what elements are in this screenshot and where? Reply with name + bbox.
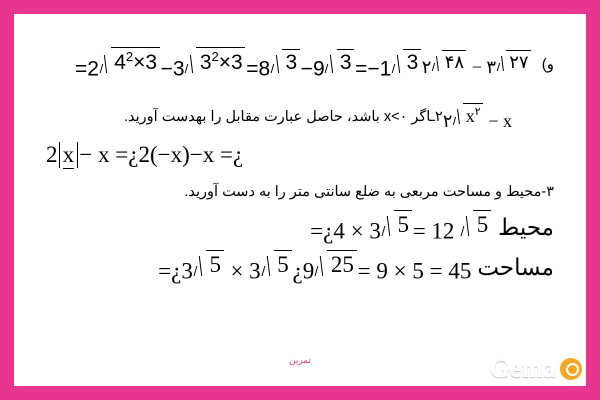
p1-sol-radical-4: 3 [326, 49, 354, 75]
p3-area-radical-1: 5 [194, 250, 224, 278]
p3-per-a: 4 [333, 218, 345, 244]
p1-t1-times: × [133, 51, 146, 75]
p1-t2-exp: 2 [211, 49, 219, 65]
watermark [490, 354, 582, 384]
p1-t4-coef: 9 [312, 57, 325, 81]
p2-radicand-exp: ۲ [474, 105, 481, 118]
p2-sol-b-minus: − [189, 142, 203, 167]
p2-minus: − [488, 110, 499, 131]
p2-radical [453, 103, 482, 127]
p3-area-eq2: = [357, 258, 371, 284]
p1-t2-coef: 3 [172, 57, 185, 81]
p3-area-a-coef: 3 [181, 258, 193, 284]
p3-per-times: × [350, 218, 364, 244]
p3-area-eq1: = [158, 258, 172, 284]
p3-area-equation [158, 250, 471, 284]
watermark-badge-icon [560, 358, 582, 380]
p3-area-times: × [230, 258, 244, 284]
problem-1-expression [422, 50, 532, 78]
p2-sol-b-coef: 2 [138, 142, 150, 167]
p2-abs-value [59, 142, 78, 168]
footer-label: تمرین [288, 355, 312, 365]
p3-area-c-coef: 9 [302, 258, 315, 284]
p3-area-result: 45 [448, 258, 472, 284]
p1-sol-radical-3: 3 [271, 49, 299, 75]
p2-number: ۲ـ [430, 109, 443, 125]
p2-sol-q2: ¿ [232, 142, 244, 167]
p3-area-d2: 5 [412, 258, 424, 284]
problem-3-area-row [46, 250, 554, 284]
problem-3-perimeter-row [46, 210, 554, 244]
p1-eq-1: = [75, 57, 88, 81]
p3-area-d1: 9 [376, 258, 388, 284]
p3-per-q1: ¿ [323, 218, 334, 244]
p1-t3-coef: 8 [258, 57, 271, 81]
p1-t2-rest: 3 [231, 51, 243, 75]
p1-t2-times: × [218, 51, 232, 75]
problem-1-label: و) [541, 56, 554, 73]
problem-2-question [124, 109, 443, 125]
p2-sol-eq2: = [219, 142, 233, 167]
p1-sol-radical-5: 3 [392, 49, 420, 75]
p1-eq-3: = [355, 57, 368, 81]
p2-abs-x: x [62, 142, 75, 167]
p1-radical-2: ۲۷ [497, 50, 531, 73]
p3-area-q1: ¿ [171, 258, 182, 284]
p3-perimeter-word: محیط [498, 213, 554, 240]
p3-per-radical-1: 5 [382, 210, 412, 238]
p1-coef1: ۲ [421, 57, 432, 78]
p1-sol-minus-1: − [160, 57, 173, 81]
problem-1-row [46, 44, 554, 84]
p1-radical-1: ۴۸ [432, 50, 466, 73]
p1-t5-coef: 1 [379, 57, 392, 81]
p3-number: ۳- [541, 184, 554, 200]
p3-text: محیط و مساحت مربعی به ضلع سانتی متر را به دست آورید. [184, 184, 542, 200]
p1-sol-radical-1 [100, 47, 160, 75]
p1-sol-radical-2 [186, 47, 246, 75]
p3-per-b-coef: 3 [369, 218, 381, 244]
slide-content [16, 16, 584, 384]
p2-sol-a-x: x [97, 142, 110, 167]
p1-t1-coef: 2 [87, 57, 99, 81]
p2-text: اگر x<۰ باشد، حاصل عبارت مقابل را بهدست آورید. [123, 109, 431, 125]
p3-per-eq1: = [310, 218, 324, 244]
p2-sol-q1: ¿ [128, 142, 139, 167]
problem-3-question [46, 184, 554, 200]
p1-t2-base: 3 [199, 51, 212, 75]
p3-area-d-times: × [393, 258, 407, 284]
p1-eq-2: = [246, 57, 259, 81]
p3-area-q2: ¿ [292, 258, 303, 284]
problem-1-solution [75, 47, 422, 81]
p3-area-eq3: = [429, 258, 443, 284]
p2-radicand-base: x [465, 105, 475, 126]
p1-t5-sign: − [367, 57, 380, 81]
p3-per-radical-2: 5 [461, 210, 491, 238]
p2-sol-a-minus: − [79, 142, 93, 167]
p3-area-radical-2: 5 [262, 250, 292, 278]
p2-tail: x [503, 110, 512, 131]
problem-2-solution [46, 142, 554, 168]
p1-t1-base: 4 [114, 51, 126, 75]
p1-minus: − [471, 57, 482, 78]
slide-inner-frame [14, 14, 586, 386]
p2-coef: ۲ [442, 110, 453, 131]
p2-sol-a-coef: 2 [46, 142, 58, 167]
p3-per-result-coef: 12 [431, 218, 455, 244]
p2-sol-b-paren: (−x) [149, 142, 190, 167]
p3-area-word: مساحت [477, 253, 554, 280]
problem-2-expression [443, 103, 512, 132]
p3-perimeter-equation [310, 210, 492, 244]
p1-t1-exp: 2 [125, 49, 134, 65]
p3-area-radical-3: 25 [315, 250, 356, 278]
p3-area-b-coef: 3 [249, 258, 261, 284]
p1-coef2: ۳ [486, 57, 497, 78]
watermark-text: Gema [489, 354, 556, 383]
problem-2-row [46, 102, 554, 132]
p2-sol-b-x: x [202, 142, 215, 167]
p3-per-eq2: = [412, 218, 426, 244]
p1-sol-minus-2: − [300, 57, 313, 81]
p2-sol-eq1: = [115, 142, 129, 167]
p1-t1-rest: 3 [145, 51, 158, 75]
